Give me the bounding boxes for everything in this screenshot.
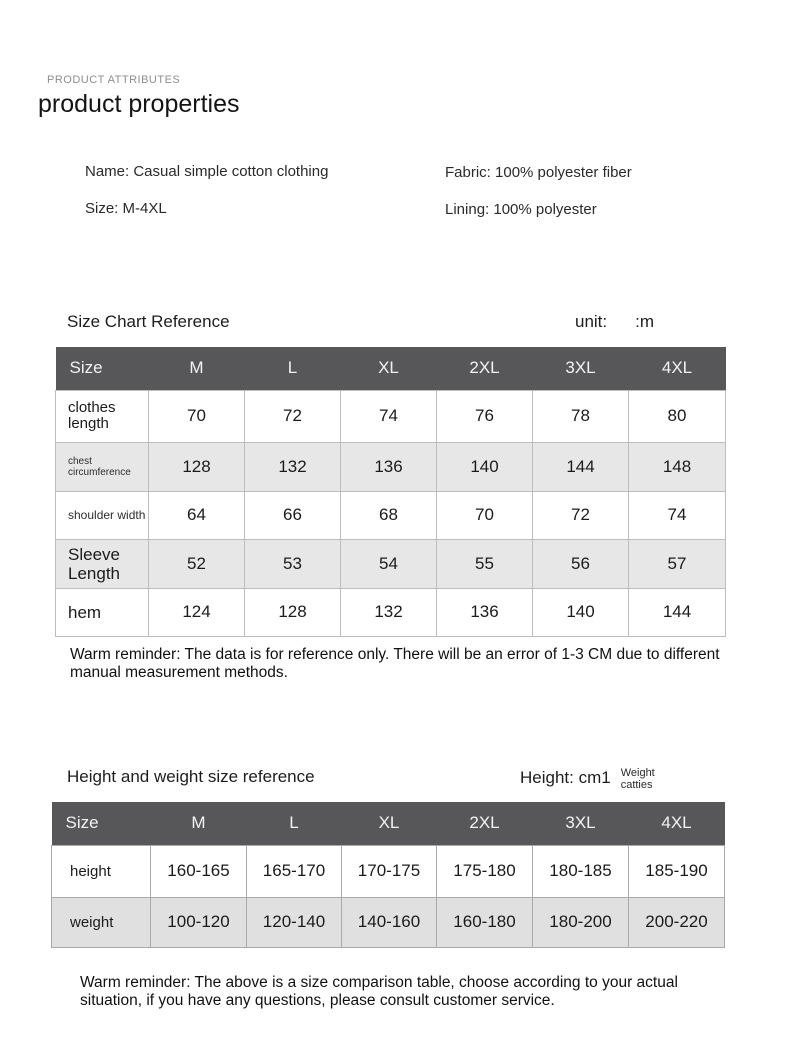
table-cell: 80	[629, 390, 726, 442]
row-label: shoulder width	[56, 491, 149, 539]
table-cell: 132	[245, 442, 341, 491]
size-chart-header-row	[56, 347, 726, 390]
table-row-height	[52, 845, 725, 897]
table-cell: 128	[149, 442, 245, 491]
table-row-weight	[52, 897, 725, 947]
row-label: Sleeve Length	[56, 539, 149, 588]
table-cell: 180-185	[533, 845, 629, 897]
table-cell: 72	[533, 491, 629, 539]
table-cell: 175-180	[437, 845, 533, 897]
unit-label: Height: cm1	[520, 768, 611, 787]
table-cell: 136	[437, 588, 533, 636]
attribute-lining: Lining: 100% polyester	[445, 201, 597, 218]
row-label: clothes length	[56, 390, 149, 442]
table-cell: 55	[437, 539, 533, 588]
table-cell: 148	[629, 442, 726, 491]
table-cell: 128	[245, 588, 341, 636]
table-row-chest-circumference	[56, 442, 726, 491]
table-cell: 70	[149, 390, 245, 442]
table-cell: 160-180	[437, 897, 533, 947]
table-cell: 52	[149, 539, 245, 588]
table-cell: 57	[629, 539, 726, 588]
height-weight-table	[51, 802, 725, 948]
table-row-clothes-length	[56, 390, 726, 442]
table-cell: 165-170	[247, 845, 342, 897]
eyebrow-label: PRODUCT ATTRIBUTES	[47, 74, 181, 86]
height-weight-heading: Height and weight size reference	[67, 767, 315, 786]
column-header-xl: XL	[342, 802, 437, 845]
page-title: product properties	[38, 90, 240, 118]
table-cell: 144	[629, 588, 726, 636]
table-cell: 160-165	[151, 845, 247, 897]
size-chart-reminder: Warm reminder: The data is for reference only. There will be an error of 1-3 CM due to different manual measurement methods.	[70, 646, 720, 681]
table-cell: 53	[245, 539, 341, 588]
table-cell: 140-160	[342, 897, 437, 947]
table-row-hem	[56, 588, 726, 636]
table-row-sleeve-length	[56, 539, 726, 588]
attribute-size: Size: M-4XL	[85, 200, 167, 217]
column-header-m: M	[149, 347, 245, 390]
column-header-2xl: 2XL	[437, 802, 533, 845]
table-cell: 132	[341, 588, 437, 636]
table-cell: 140	[533, 588, 629, 636]
table-cell: 120-140	[247, 897, 342, 947]
table-cell: 68	[341, 491, 437, 539]
row-label: height	[52, 845, 151, 897]
column-header-size: Size	[56, 347, 149, 390]
table-cell: 70	[437, 491, 533, 539]
table-cell: 100-120	[151, 897, 247, 947]
size-chart-heading: Size Chart Reference	[67, 312, 230, 331]
size-chart-table	[55, 347, 726, 637]
row-label: weight	[52, 897, 151, 947]
column-header-xl: XL	[341, 347, 437, 390]
table-cell: 78	[533, 390, 629, 442]
attribute-fabric: Fabric: 100% polyester fiber	[445, 164, 632, 181]
table-row-shoulder-width	[56, 491, 726, 539]
table-cell: 66	[245, 491, 341, 539]
column-header-4xl: 4XL	[629, 802, 725, 845]
size-chart-unit	[575, 312, 654, 332]
unit-value: :m	[635, 312, 655, 331]
column-header-l: L	[245, 347, 341, 390]
table-cell: 74	[629, 491, 726, 539]
table-cell: 180-200	[533, 897, 629, 947]
column-header-4xl: 4XL	[629, 347, 726, 390]
column-header-m: M	[151, 802, 247, 845]
table-cell: 200-220	[629, 897, 725, 947]
table-cell: 72	[245, 390, 341, 442]
table-cell: 144	[533, 442, 629, 491]
table-cell: 140	[437, 442, 533, 491]
height-weight-unit	[520, 768, 655, 791]
unit-label: unit:	[575, 312, 608, 331]
column-header-3xl: 3XL	[533, 347, 629, 390]
row-label: chest circumference	[56, 442, 149, 491]
unit-extra: Weight catties	[620, 767, 655, 791]
table-cell: 54	[341, 539, 437, 588]
table-cell: 64	[149, 491, 245, 539]
height-weight-reminder: Warm reminder: The above is a size comparison table, choose according to your actual situation, if you have any questions, please consult customer service.	[80, 974, 678, 1009]
column-header-l: L	[247, 802, 342, 845]
table-cell: 170-175	[342, 845, 437, 897]
table-cell: 76	[437, 390, 533, 442]
column-header-size: Size	[52, 802, 151, 845]
column-header-2xl: 2XL	[437, 347, 533, 390]
row-label: hem	[56, 588, 149, 636]
column-header-3xl: 3XL	[533, 802, 629, 845]
table-cell: 124	[149, 588, 245, 636]
table-cell: 136	[341, 442, 437, 491]
table-cell: 185-190	[629, 845, 725, 897]
table-cell: 56	[533, 539, 629, 588]
table-cell: 74	[341, 390, 437, 442]
height-weight-header-row	[52, 802, 725, 845]
attribute-name: Name: Casual simple cotton clothing	[85, 163, 329, 180]
